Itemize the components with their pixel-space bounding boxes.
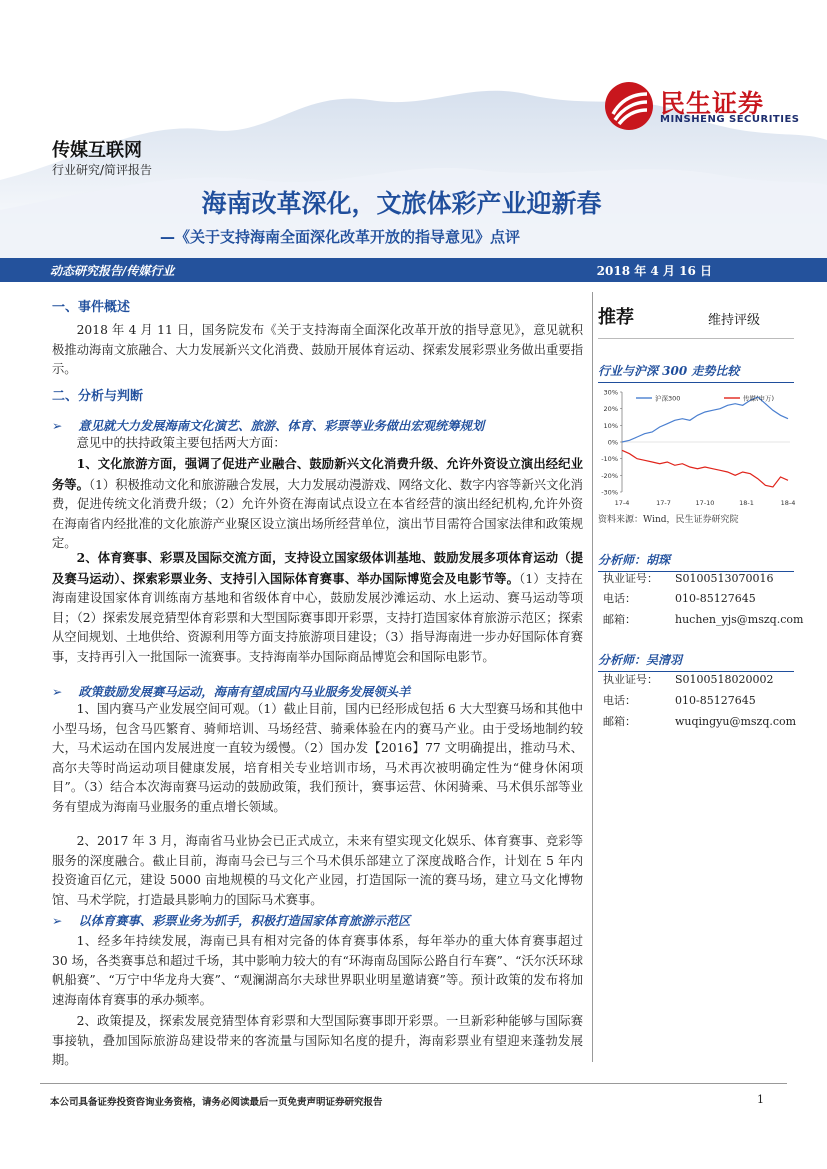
analyst1-cert: 执业证号： S0100513070016 — [603, 572, 774, 585]
analyst2-heading: 分析师：吴清羽 — [598, 651, 794, 672]
legend-label-1: 传媒(申万) — [743, 394, 775, 403]
series-line-1 — [622, 450, 788, 487]
x-tick-label: 17-10 — [695, 499, 715, 507]
bullet-heading-3: ➢ 以体育赛事、彩票业务为抓手，积极打造国家体育旅游示范区 — [52, 914, 411, 928]
analyst2-email: 邮箱： wuqingyu@mszq.com — [603, 715, 797, 728]
x-tick-label: 17-7 — [656, 499, 671, 507]
analyst2-phone: 电话： 010-85127645 — [603, 694, 756, 707]
sidebar-separator — [598, 338, 794, 339]
y-tick-label: -10% — [601, 455, 618, 464]
report-subtitle: —《关于支持海南全面深化改革开放的指导意见》点评 — [160, 228, 521, 246]
x-tick-label: 18-4 — [780, 499, 796, 507]
paragraph-event: 2018 年 4 月 11 日，国务院发布《关于支持海南全面深化改革开放的指导意见》，意见就积极推动海南文旅融合、大力发展新兴文化消费、鼓励开展体育运动、探索发展彩票业务做出重要指示。 — [52, 323, 583, 376]
analyst2-email-link[interactable]: wuqingyu@mszq.com — [675, 715, 797, 728]
sector-label: 传媒互联网 — [52, 140, 142, 161]
arrow-bullet-icon: ➢ — [52, 685, 63, 699]
rating-label: 维持评级 — [708, 313, 761, 328]
y-tick-label: 30% — [603, 388, 618, 397]
recommendation-label: 推荐 — [598, 307, 634, 328]
paragraph-b2-1: 1、国内赛马产业发展空间可观。（1）截止目前，国内已经形成包括 6 大大型赛马场和其他中小型马场，包含马匹繁育、骑师培训、马场经营、骑乘体验在内的赛马产业。由于受场地制约较大，马术运动在国内发展进度一直较为缓慢。（2）国办发【2016】77 文明确提出，推动马术、高尔夫等时尚运动项目健康发展，培育相关专业培训市场，马术再次被明确定性为“健身休闲项目”。（3）结合本次海南赛马运动的鼓励政策，我们预计，赛事运营、休闲骑乘、马术俱乐部等业务有望成为海南马业服务的重点增长领域。 — [52, 702, 583, 814]
report-category: 动态研究报告/传媒行业 — [50, 264, 175, 278]
chart-source: 资料来源：Wind，民生证券研究院 — [598, 515, 739, 525]
paragraph-b2-2: 2、2017 年 3 月，海南省马业协会已正式成立，未来有望实现文化娱乐、体育赛事、竞彩等服务的深度融合。截止目前，海南马会已与三个马术俱乐部建立了深度战略合作，计划在 5 年内投资逾百亿元，建设 5000 亩地规模的马文化产业园，打造国际一流的赛马场，建立马文化博物馆、马术学院，打造最具影响力的国际马术赛事。 — [52, 834, 583, 907]
report-banner — [0, 258, 827, 282]
y-tick-label: 0% — [607, 438, 618, 447]
y-tick-label: -30% — [601, 488, 618, 497]
report-title: 海南改革深化，文旅体彩产业迎新春 — [201, 189, 602, 218]
series-line-0 — [622, 397, 788, 442]
chart-heading: 行业与沪深 300 走势比较 — [598, 362, 794, 383]
paragraph-b1-intro: 意见中的扶持政策主要包括两大方面： — [76, 436, 286, 450]
x-tick-label: 18-1 — [739, 499, 754, 507]
x-tick-label: 17-4 — [614, 499, 630, 507]
page-number: 1 — [757, 1093, 764, 1106]
analyst1-heading: 分析师：胡琛 — [598, 551, 794, 572]
sidebar-divider — [592, 292, 593, 1062]
y-tick-label: -20% — [601, 471, 618, 480]
paragraph-b1-2: 2、体育赛事、彩票及国际交流方面，支持设立国家级体训基地、鼓励发展多项体育运动（提及赛马运动）、探索彩票业务、支持引入国际体育赛事、举办国际博览会及电影节等。（1）支持在海南建设国家体育训练南方基地和省级体育中心，鼓励发展沙滩运动、水上运动、赛马运动等项目；（2）探索发展竞猜型体育彩票和大型国际赛事即开彩票，支持打造国家体育旅游示范区；探索从空间规划、土地供给、资源利用等方面支持旅游项目建设；（3）指导海南进一步办好国际体育赛事，支持再引入一批国际一流赛事。支持海南举办国际商品博览会和国际电影节。 — [52, 550, 583, 664]
report-type-label: 行业研究/简评报告 — [52, 163, 153, 177]
paragraph-b1-1: 1、文化旅游方面，强调了促进产业融合、鼓励新兴文化消费升级、允许外资设立演出经纪业务等。（1）积极推动文化和旅游融合发展，大力发展动漫游戏、网络文化、数字内容等新兴文化消费，促进传统文化消费升级；（2）允许外资在海南试点设立在本省经营的演出经纪机构,允许外资在海南省内经批准的文化旅游产业聚区设立演出场所经营单位，演出节目需符合国家法律和政策规定。 — [52, 456, 583, 550]
brand-name-cn: 民生证券 — [660, 89, 765, 118]
paragraph-b3-2: 2、政策提及，探索发展竞猜型体育彩票和大型国际赛事即开彩票。一旦新彩种能够与国际赛事接轨，叠加国际旅游岛建设带来的客流量与国际知名度的提升，海南彩票业有望迎来蓬勃发展期。 — [52, 1014, 583, 1067]
legend-label-0: 沪深300 — [655, 394, 681, 403]
section-title-event: 一、事件概述 — [52, 300, 131, 315]
section-title-analysis: 二、分析与判断 — [52, 389, 144, 404]
industry-vs-csi300-chart — [598, 386, 798, 514]
y-tick-label: 10% — [603, 421, 618, 430]
arrow-bullet-icon: ➢ — [52, 419, 63, 433]
minsheng-logo-icon — [603, 80, 655, 132]
arrow-bullet-icon: ➢ — [52, 914, 63, 928]
analyst1-phone: 电话： 010-85127645 — [603, 592, 756, 605]
footer-disclaimer: 本公司具备证券投资咨询业务资格，请务必阅读最后一页免责声明证券研究报告 — [50, 1097, 383, 1108]
report-date: 2018 年 4 月 16 日 — [596, 264, 712, 278]
brand-name-en: MINSHENG SECURITIES — [660, 114, 800, 125]
analyst1-email-link[interactable]: huchen_yjs@mszq.com — [675, 613, 804, 626]
analyst2-cert: 执业证号： S0100518020002 — [603, 673, 774, 686]
analyst1-email: 邮箱： huchen_yjs@mszq.com — [603, 613, 804, 626]
bullet-heading-1: ➢ 意见就大力发展海南文化演艺、旅游、体育、彩票等业务做出宏观统筹规划 — [52, 419, 485, 433]
y-tick-label: 20% — [603, 405, 618, 414]
footer-divider — [40, 1083, 787, 1084]
paragraph-b3-1: 1、经多年持续发展，海南已具有相对完备的体育赛事体系，每年举办的重大体育赛事超过 30 场，各类赛事总和超过千场，其中影响力较大的有“环海南岛国际公路自行车赛”、“沃尔沃环球帆船赛”、“万宁中华龙舟大赛”、“观澜湖高尔夫球世界职业明星邀请赛”等。预计政策的发布将加速海南体育赛事的承办频率。 — [52, 934, 583, 1007]
bullet-heading-2: ➢ 政策鼓励发展赛马运动，海南有望成国内马业服务发展领头羊 — [52, 685, 411, 699]
